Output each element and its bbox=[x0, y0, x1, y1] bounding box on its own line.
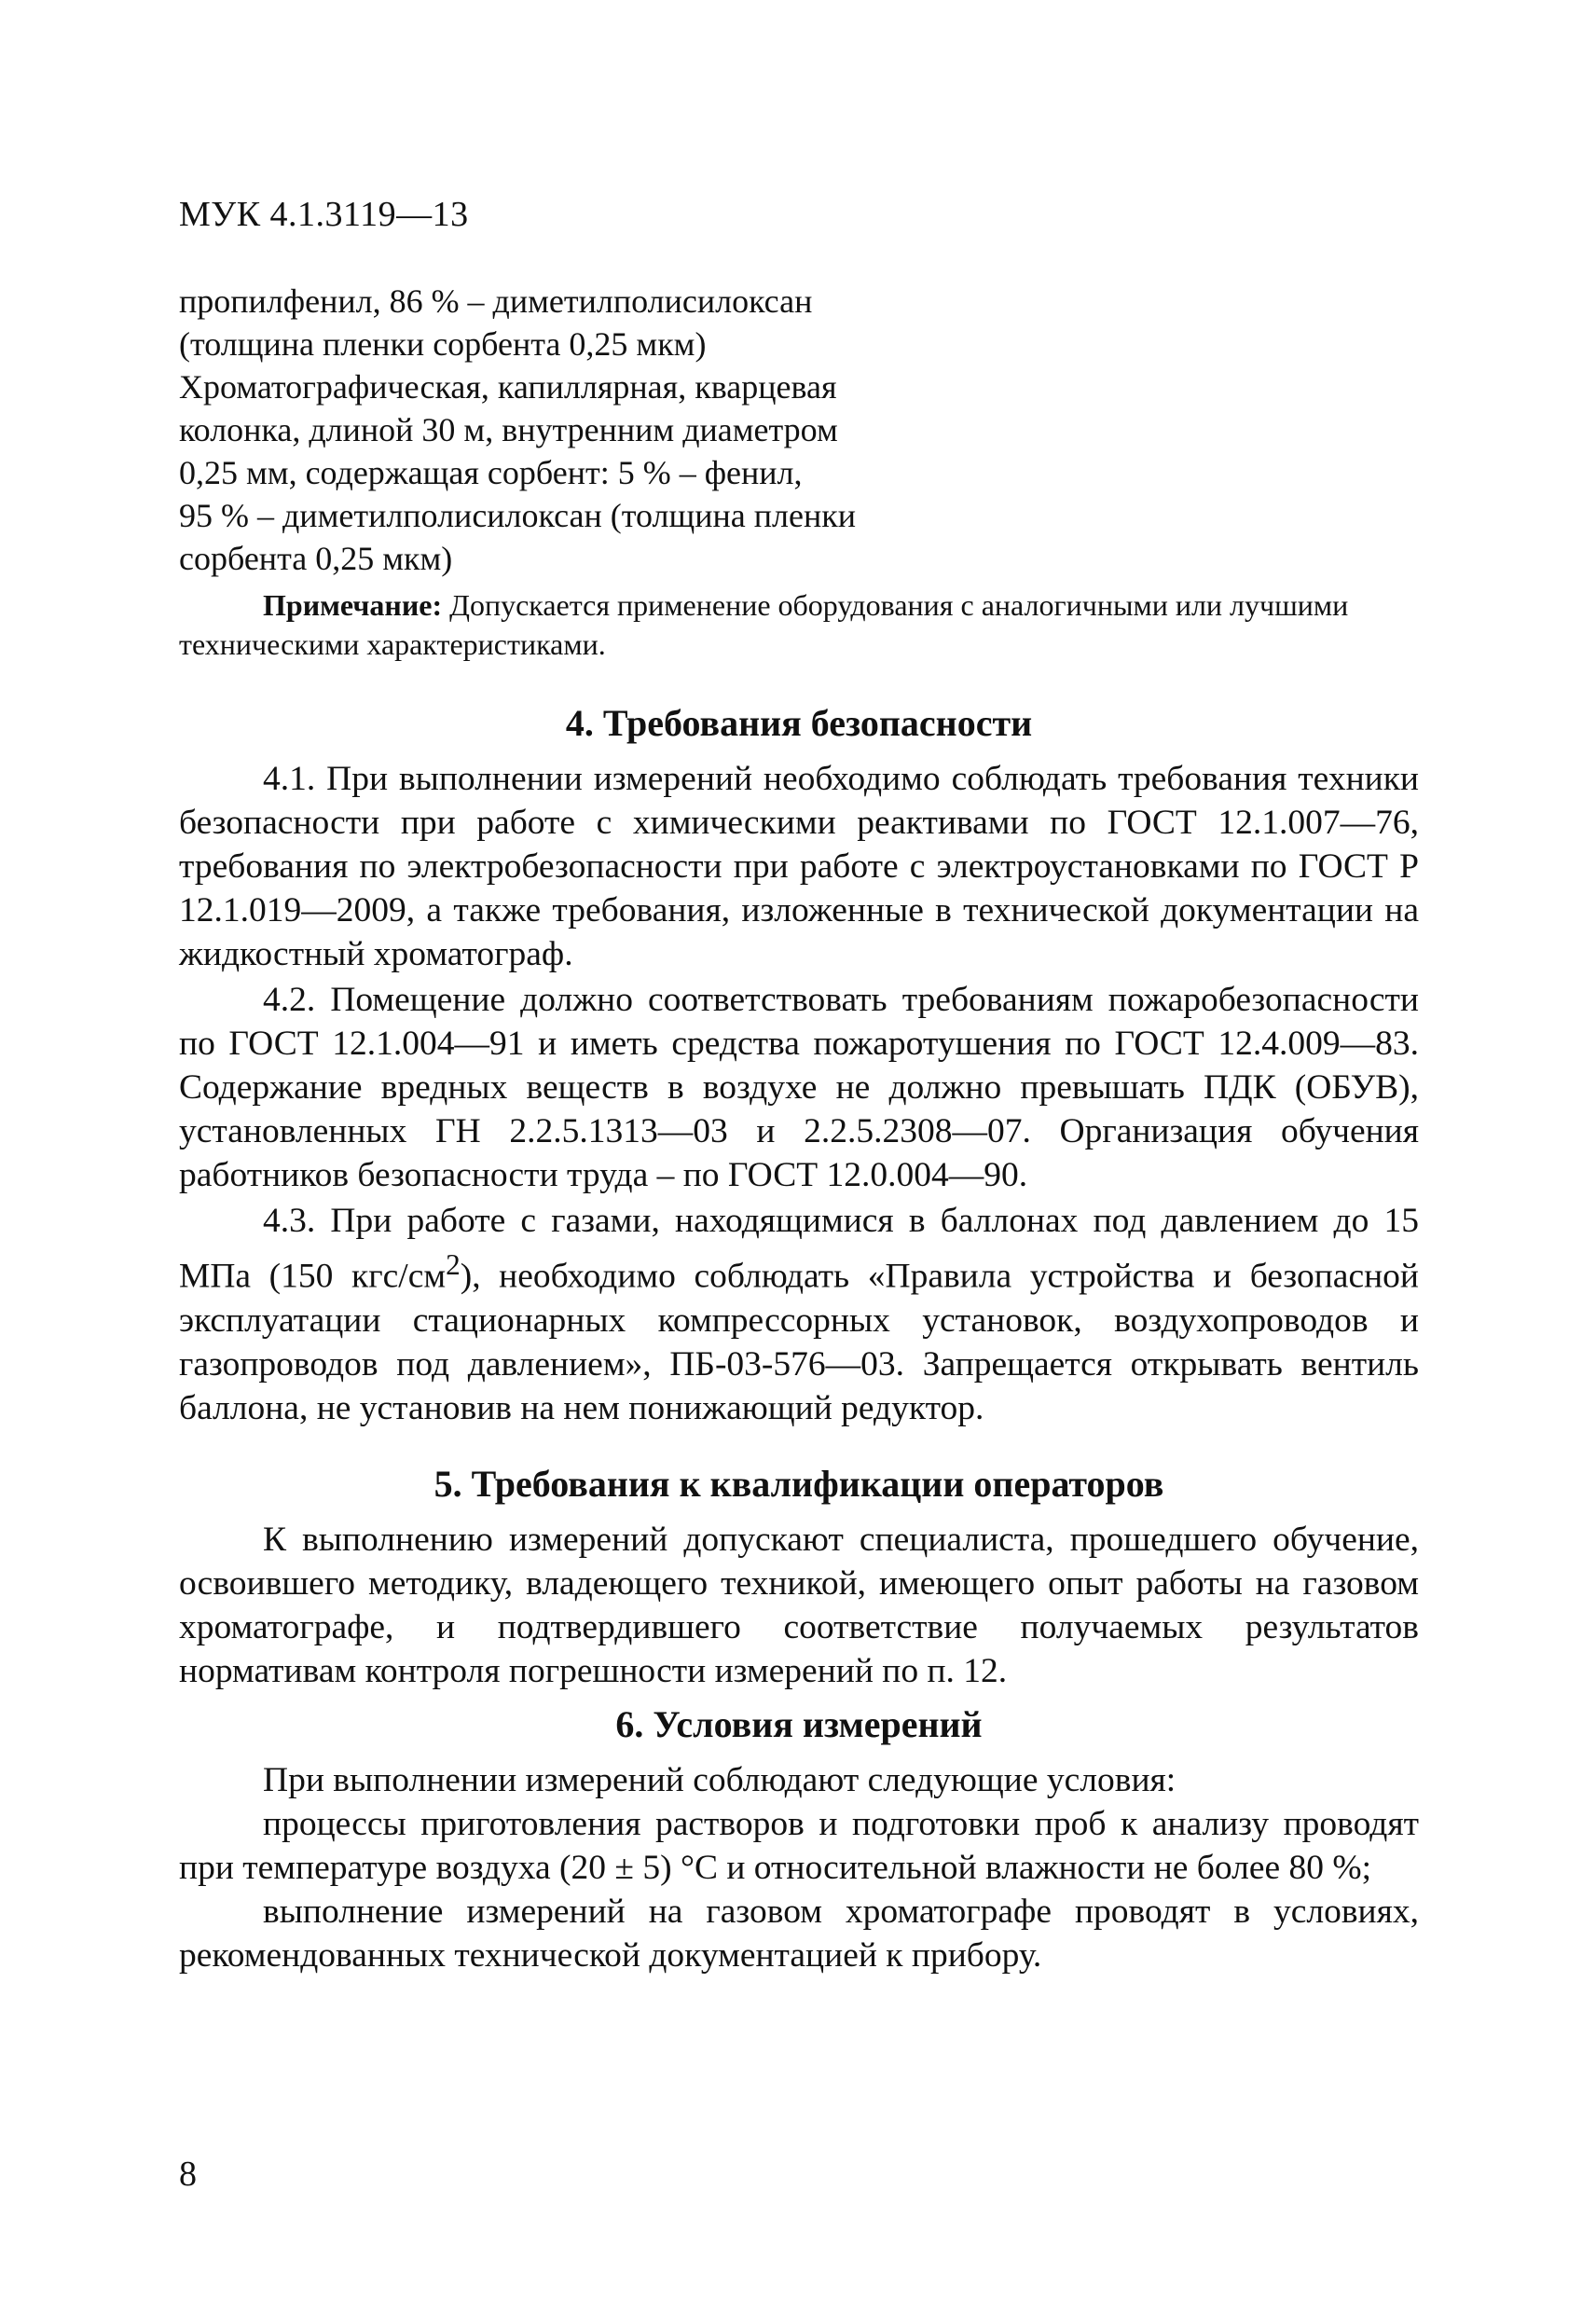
equipment-line: 0,25 мм, содержащая сорбент: 5 % – фенил, bbox=[179, 454, 803, 491]
paragraph-5: К выполнению измерений допускают специалиста, прошедшего обучение, освоившего методику, владеющего техникой, имеющего опыт работы на газовом хроматографе, и подтвердившего соответствие получаемых результатов нормативам контроля погрешности измерений по п. 12. bbox=[179, 1521, 1419, 1690]
note-paragraph bbox=[179, 585, 1419, 664]
superscript-2: 2 bbox=[446, 1248, 461, 1281]
section-5-body bbox=[179, 1518, 1419, 1693]
section-6-body bbox=[179, 1758, 1419, 1977]
equipment-line: сорбента 0,25 мкм) bbox=[179, 540, 453, 577]
equipment-line: (толщина пленки сорбента 0,25 мкм) bbox=[179, 325, 707, 363]
note-text: Допускается применение оборудования с аналогичными или лучшими техническими характеристиками. bbox=[179, 588, 1349, 661]
paragraph-4-1: 4.1. При выполнении измерений необходимо соблюдать требования техники безопасности при работе с химическими реактивами по ГОСТ 12.1.007—76, требования по электробезопасности при работе с электроустановками по ГОСТ Р 12.1.019—2009, а также требования, изложенные в технической документации на жидкостный хроматограф. bbox=[179, 760, 1419, 973]
section-4-body bbox=[179, 757, 1419, 1430]
paragraph-6-condition-1: процессы приготовления растворов и подготовки проб к анализу проводят при температуре воздуха (20 ± 5) °С и относительной влажности не более 80 %; bbox=[179, 1805, 1419, 1887]
equipment-line: Хроматографическая, капиллярная, кварцевая bbox=[179, 368, 837, 406]
section-6-heading: 6. Условия измерений bbox=[615, 1703, 983, 1745]
equipment-line: 95 % – диметилполисилоксан (толщина пленки bbox=[179, 497, 856, 534]
equipment-list bbox=[179, 280, 999, 580]
page-number: 8 bbox=[179, 2155, 197, 2194]
paragraph-4-3-part-b: ), необходимо соблюдать «Правила устройства и безопасной эксплуатации стационарных компрессорных установок, воздухопроводов и газопроводов под давлением», ПБ-03-576—03. Запрещается открывать вентиль баллона, не установив на нем понижающий редуктор. bbox=[179, 1257, 1419, 1427]
paragraph-4-3-part-a: 4.3. При работе с газами, находящимися в баллонах под давлением до 15 МПа (150 кгс/см bbox=[179, 1202, 1419, 1296]
equipment-line: колонка, длиной 30 м, внутренним диаметром bbox=[179, 411, 838, 448]
paragraph-4-3 bbox=[179, 1199, 1419, 1430]
paragraph-6-intro: При выполнении измерений соблюдают следующие условия: bbox=[263, 1761, 1176, 1799]
equipment-line: пропилфенил, 86 % – диметилполисилоксан bbox=[179, 282, 813, 320]
document-code-header: МУК 4.1.3119—13 bbox=[179, 195, 469, 234]
section-4-heading: 4. Требования безопасности bbox=[565, 702, 1033, 744]
paragraph-6-condition-2: выполнение измерений на газовом хроматографе проводят в условиях, рекомендованных технической документацией к прибору. bbox=[179, 1893, 1419, 1975]
paragraph-4-2: 4.2. Помещение должно соответствовать требованиям пожаробезопасности по ГОСТ 12.1.004—91 и иметь средства пожаротушения по ГОСТ 12.4.009—83. Содержание вредных веществ в воздухе не должно превышать ПДК (ОБУВ), установленных ГН 2.2.5.1313—03 и 2.2.5.2308—07. Организация обучения работников безопасности труда – по ГОСТ 12.0.004—90. bbox=[179, 981, 1419, 1194]
section-5-heading: 5. Требования к квалификации операторов bbox=[433, 1463, 1164, 1505]
note-label: Примечание: bbox=[263, 588, 443, 622]
